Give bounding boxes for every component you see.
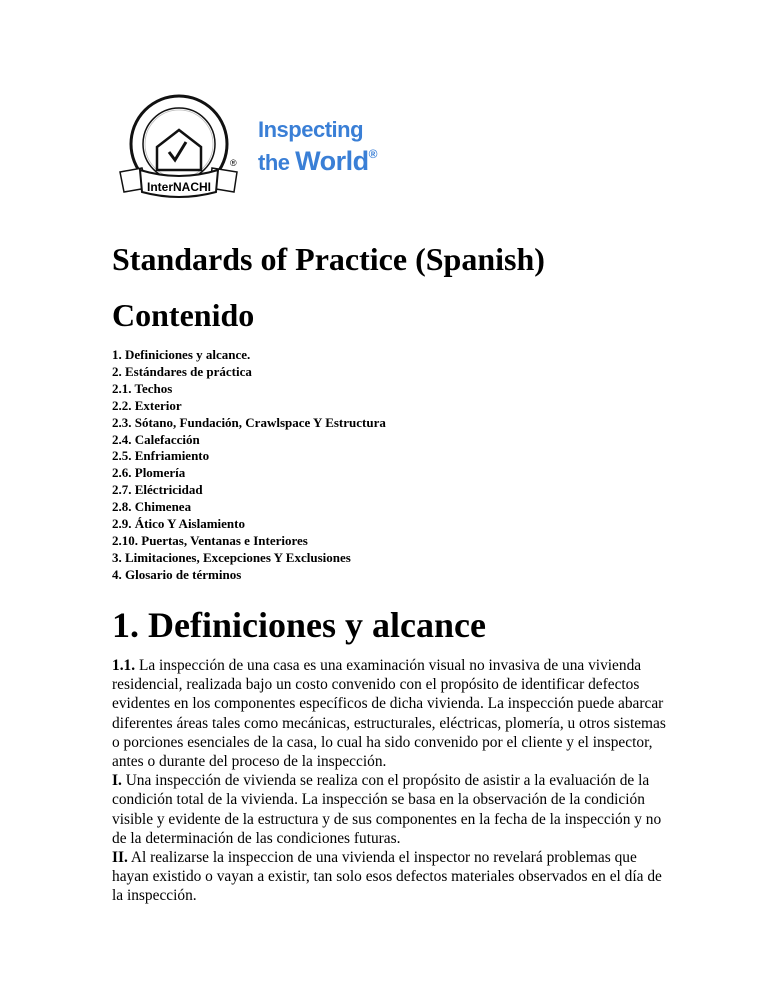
table-of-contents <box>112 347 386 584</box>
internachi-logo <box>112 92 247 202</box>
logo-the: the <box>258 150 290 175</box>
toc-item[interactable]: 2.4. Calefacción <box>112 431 200 447</box>
toc-item[interactable]: 2. Estándares de práctica <box>112 363 252 379</box>
section-heading: 1. Definiciones y alcance <box>112 605 486 645</box>
page-title: Standards of Practice (Spanish) <box>112 241 545 277</box>
toc-item[interactable]: 2.9. Ático Y Aislamiento <box>112 516 245 532</box>
toc-heading: Contenido <box>112 297 255 333</box>
toc-item[interactable]: 2.8. Chimenea <box>112 499 192 515</box>
paragraph-label: I. <box>112 772 122 790</box>
logo-tagline-line2 <box>258 144 377 178</box>
toc-item[interactable]: 2.7. Eléctricidad <box>112 482 203 498</box>
toc-item[interactable]: 4. Glosario de términos <box>112 566 242 582</box>
paragraph-label: II. <box>112 849 128 867</box>
toc-item[interactable]: 2.2. Exterior <box>112 397 182 413</box>
svg-text:InterNACHI: InterNACHI <box>146 180 212 194</box>
paragraph-label: 1.1. <box>112 657 136 674</box>
toc-item[interactable]: 2.5. Enfriamiento <box>112 448 210 464</box>
toc-item[interactable]: 1. Definiciones y alcance. <box>112 347 251 362</box>
toc-item[interactable]: 2.3. Sótano, Fundación, Crawlspace Y Estructura <box>112 414 386 430</box>
internachi-seal-icon <box>112 92 247 202</box>
paragraph <box>112 848 674 906</box>
paragraph-text: La inspección de una casa es una examinación visual no invasiva de una vivienda residencial, realizada bajo un costo convenido con el propósito de identificar defectos evidentes en los componentes específicos de dicha vivienda. La inspección puede abarcar diferentes áreas tales como mecánicas, estructurales, eléctricas, plomería, u otros sistemas o porciones esenciales de la casa, lo cual ha sido convenido por el cliente y el inspector, antes o durante del proceso de la inspección. <box>112 657 666 771</box>
toc-item[interactable]: 2.10. Puertas, Ventanas e Interiores <box>112 532 308 548</box>
svg-text:®: ® <box>230 158 237 168</box>
toc-item[interactable]: 2.6. Plomería <box>112 465 186 481</box>
inspecting-the-world-logo <box>258 116 377 178</box>
logo-tagline-line1: Inspecting <box>258 117 364 142</box>
paragraph <box>112 771 674 848</box>
logo-reg: ® <box>368 147 377 161</box>
paragraph <box>112 656 674 771</box>
toc-item[interactable]: 2.1. Techos <box>112 380 173 396</box>
paragraph-text: Una inspección de vivienda se realiza con el propósito de asistir a la evaluación de la condición total de la vivienda. La inspección se basa en la observación de la condición visible y evidente de la estructura y de sus componentes en la fecha de la inspección y no de la determinación de las condiciones futuras. <box>112 772 662 847</box>
logo-world: World <box>295 146 369 176</box>
section-body <box>112 656 674 906</box>
toc-item[interactable]: 3. Limitaciones, Excepciones Y Exclusiones <box>112 549 351 565</box>
paragraph-text: Al realizarse la inspeccion de una vivienda el inspector no revelará problemas que hayan existido o vayan a existir, tan solo esos defectos materiales observados en el día de la inspección. <box>112 849 662 905</box>
